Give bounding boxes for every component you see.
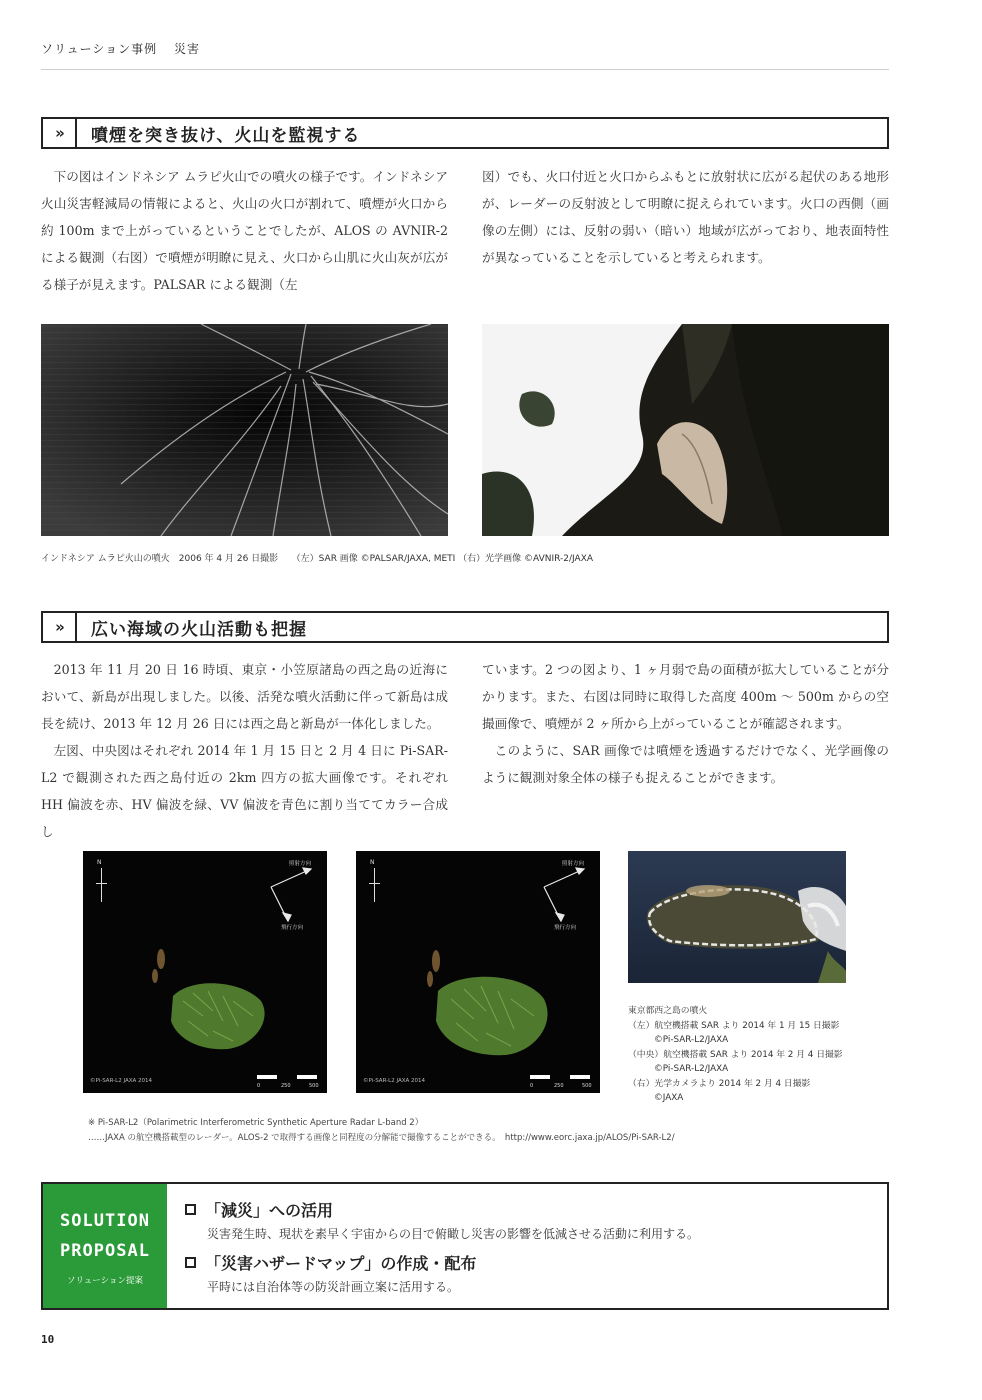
scale-label-500: 500 <box>309 1083 319 1089</box>
solution-label <box>43 1184 167 1308</box>
section2-para-left-1: 2013 年 11 月 20 日 16 時頃、東京・小笠原諸島の西之島の近海において、新島が出現しました。以後、活発な噴火活動に伴って新島は成長を続け、2013 年 12 月 26 日には西之島と新島が一体化しました。 <box>41 662 448 731</box>
solution-proposal-box <box>41 1182 889 1310</box>
checkbox-square-icon <box>185 1204 196 1215</box>
footnote-line-2: ……JAXA の航空機搭載型のレーダー。ALOS-2 で取得する画像と同程度の分解能で撮像することができる。 http://www.eorc.jaxa.jp/ALOS/Pi-SAR-L2/ <box>88 1133 675 1143</box>
nishinoshima-sar-left <box>83 851 327 1093</box>
caption-line: ©JAXA <box>654 1093 684 1103</box>
chevron-icon: » <box>43 613 77 641</box>
solution-label-sub: ソリューション提案 <box>67 1276 143 1286</box>
section2-caption <box>628 1004 843 1106</box>
header-section: ソリューション事例 <box>41 42 158 56</box>
footnote-line-1: ※ Pi-SAR-L2（Polarimetric Interferometric Synthetic Aperture Radar L-band 2） <box>88 1118 424 1128</box>
checkbox-square-icon <box>185 1257 196 1268</box>
solution-item-desc: 災害発生時、現状を素早く宇宙からの目で俯瞰し災害の影響を低減させる活動に利用する。 <box>207 1227 700 1241</box>
header-rule <box>41 69 889 70</box>
section1-caption: インドネシア ムラピ火山の噴火 2006 年 4 月 26 日撮影 （左）SAR 画像 ©PALSAR/JAXA, METI （右）光学画像 ©AVNIR-2/JAXA <box>41 554 594 564</box>
irradiation-label: 照射方向 <box>289 861 312 867</box>
section2-heading <box>41 611 889 643</box>
section2-para-right-2: このように、SAR 画像では噴煙を透過するだけでなく、光学画像のように観測対象全体の様子も捉えることができます。 <box>482 743 889 785</box>
section1-col-left <box>41 163 448 298</box>
caption-line: （左）航空機搭載 SAR より 2014 年 1 月 15 日撮影 <box>628 1020 840 1031</box>
scale-label-0: 0 <box>257 1083 261 1089</box>
footnote <box>88 1116 675 1146</box>
section1-para-left: 下の図はインドネシア ムラピ火山での噴火の様子です。インドネシア火山災害軽減局の情報によると、火山の火口が割れて、噴煙が火口から約 100m まで上がっているということでしたが、ALOS の AVNIR-2 による観測（右図）で噴煙が明瞭に見え、火口から山肌に火山灰が広がる様子が見えます。PALSAR による観測（左 <box>41 169 448 292</box>
merapi-optical-image <box>482 324 889 536</box>
section2-title: 広い海域の火山活動も把握 <box>91 619 307 640</box>
flight-label: 飛行方向 <box>554 925 577 931</box>
panel-credit: ©Pi-SAR-L2 JAXA 2014 <box>90 1078 153 1084</box>
header-category: 災害 <box>174 42 201 56</box>
solution-body <box>167 1184 887 1308</box>
flight-label: 飛行方向 <box>281 925 304 931</box>
page-number: 10 <box>41 1333 55 1346</box>
merapi-sar-image <box>41 324 448 536</box>
chevron-icon: » <box>43 119 77 147</box>
running-header <box>41 40 200 57</box>
caption-line: ©Pi-SAR-L2/JAXA <box>654 1064 729 1074</box>
section2-para-right-1: ています。2 つの図より、1 ヶ月弱で島の面積が拡大していることが分かります。また、右図は同時に取得した高度 400m ～ 500m からの空撮画像で、噴煙が 2 ヶ所から上がっていることが確認されます。 <box>482 662 889 731</box>
north-arrow-icon: N <box>368 859 382 904</box>
irradiation-label: 照射方向 <box>562 861 585 867</box>
solution-item-title: 「災害ハザードマップ」の作成・配布 <box>205 1254 477 1273</box>
caption-line: （右）光学カメラより 2014 年 2 月 4 日撮影 <box>628 1078 811 1089</box>
scale-label-0: 0 <box>530 1083 534 1089</box>
scale-label-500: 500 <box>582 1083 592 1089</box>
section2-col-left <box>41 656 448 845</box>
section1-col-right <box>482 163 889 271</box>
section1-title: 噴煙を突き抜け、火山を監視する <box>91 125 361 146</box>
solution-label-line1: SOLUTION <box>60 1211 150 1231</box>
caption-line: （中央）航空機搭載 SAR より 2014 年 2 月 4 日撮影 <box>628 1049 843 1060</box>
section1-para-right: 図）でも、火口付近と火口からふもとに放射状に広がる起伏のある地形が、レーダーの反射波として明瞭に捉えられています。火口の西側（画像の左側）には、反射の弱い（暗い）地域が広がっており、地表面特性が異なっていることを示していると考えられます。 <box>482 169 889 265</box>
solution-item-title: 「減災」への活用 <box>205 1201 334 1220</box>
scale-bar <box>257 1075 317 1079</box>
section1-heading <box>41 117 889 149</box>
nishinoshima-aerial-photo <box>628 851 846 983</box>
section2-col-right <box>482 656 889 791</box>
solution-label-line2: PROPOSAL <box>60 1241 150 1261</box>
solution-item-desc: 平時には自治体等の防災計画立案に活用する。 <box>207 1280 460 1294</box>
scale-bar <box>530 1075 590 1079</box>
panel-credit: ©Pi-SAR-L2 JAXA 2014 <box>363 1078 426 1084</box>
solution-item <box>185 1251 887 1295</box>
caption-line: ©Pi-SAR-L2/JAXA <box>654 1035 729 1045</box>
nishinoshima-sar-middle <box>356 851 600 1093</box>
scale-label-250: 250 <box>281 1083 291 1089</box>
section2-para-left-2: 左図、中央図はそれぞれ 2014 年 1 月 15 日と 2 月 4 日に Pi-SAR-L2 で観測された西之島付近の 2km 四方の拡大画像です。それぞれ HH 偏波を赤、HV 偏波を緑、VV 偏波を青色に割り当ててカラー合成し <box>41 743 448 839</box>
scale-label-250: 250 <box>554 1083 564 1089</box>
solution-item <box>185 1198 887 1242</box>
north-arrow-icon: N <box>95 859 109 904</box>
caption-line: 東京都西之島の噴火 <box>628 1006 708 1016</box>
